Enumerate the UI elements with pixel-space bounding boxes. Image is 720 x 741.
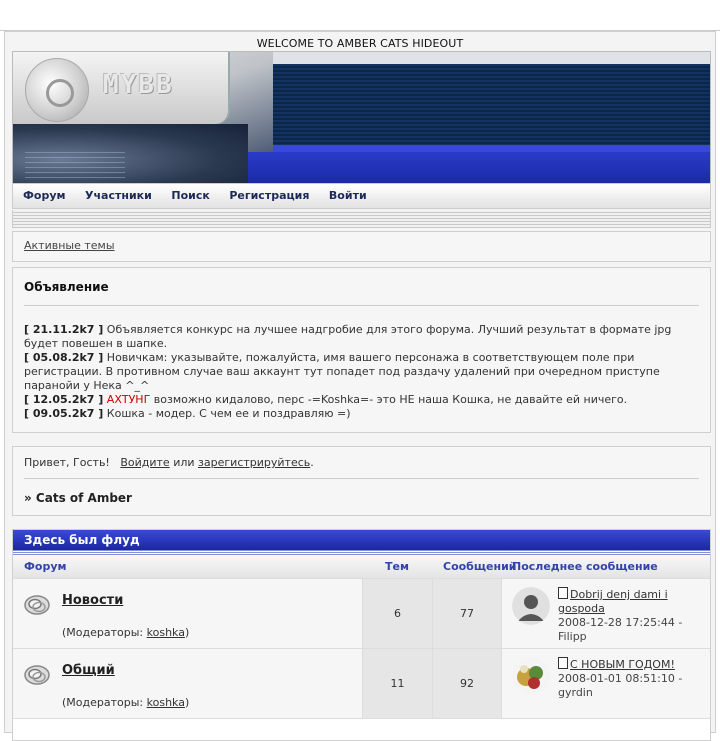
active-topics-box <box>12 231 711 262</box>
top-strip <box>0 0 720 31</box>
breadcrumb: » Cats of Amber <box>24 491 132 505</box>
forum-icon <box>24 664 50 686</box>
greeting-line <box>24 456 314 469</box>
last-post-link[interactable]: С НОВЫМ ГОДОМ! <box>570 658 675 671</box>
category-title: Здесь был флуд <box>24 533 140 547</box>
last-post-info <box>558 657 708 700</box>
header-banner <box>12 51 711 184</box>
moderator-link[interactable]: koshka <box>146 626 185 639</box>
greeting-or: или <box>173 456 195 469</box>
announcement-date: [ 21.11.2k7 ] <box>24 323 104 336</box>
announcement-item <box>24 393 694 407</box>
forum-board <box>12 529 711 741</box>
avatar <box>512 587 550 625</box>
posts-count: 92 <box>433 649 502 718</box>
announcement-title: Объявление <box>24 280 109 294</box>
posts-count: 77 <box>433 579 502 648</box>
avatar <box>512 657 550 695</box>
last-post-cell <box>502 649 710 718</box>
last-post-date: 2008-01-01 08:51:10 - gyrdin <box>558 672 683 699</box>
last-post-link[interactable]: Dobrij denj dami i gospoda <box>558 588 668 615</box>
banner-blue-line <box>273 145 710 152</box>
header-topics: Тем <box>385 560 409 573</box>
announcement-date: [ 05.08.2k7 ] <box>24 351 104 364</box>
greeting-period: . <box>310 456 314 469</box>
moderators-label: (Модераторы: <box>62 626 147 639</box>
announcement-body: Объявляется конкурс на лучшее надгробие для этого форума. Лучший результат в формате jpg будет повешен в шапке. <box>24 323 672 350</box>
post-icon <box>558 657 568 669</box>
nav-search[interactable]: Поиск <box>171 189 210 202</box>
topics-count: 6 <box>363 579 433 648</box>
announcement-divider <box>24 305 699 306</box>
announcement-box <box>12 267 711 433</box>
moderators-close: ) <box>184 626 190 639</box>
announcement-item <box>24 351 694 393</box>
moderator-link[interactable]: koshka <box>146 696 185 709</box>
announcement-item <box>24 323 694 351</box>
forum-name-link[interactable]: Новости <box>62 593 124 608</box>
nav-register[interactable]: Регистрация <box>229 189 310 202</box>
topics-count: 11 <box>363 649 433 718</box>
main-nav <box>12 183 711 209</box>
header-last-post: Последнее сообщение <box>512 560 658 573</box>
greeting-divider <box>24 478 699 479</box>
announcement-body: возможно кидалово, перс -=Koshka=- это НЕ наша Кошка, не давайте ей ничего. <box>150 393 628 406</box>
forum-name-link[interactable]: Общий <box>62 663 115 678</box>
register-link[interactable]: зарегистрируйтесь <box>198 456 311 469</box>
last-post-cell <box>502 579 710 648</box>
banner-tiny-text <box>25 152 125 178</box>
active-topics-link[interactable]: Активные темы <box>24 239 115 252</box>
announcement-date: [ 09.05.2k7 ] <box>24 407 104 420</box>
last-post-info <box>558 587 708 644</box>
forum-cell <box>13 579 363 648</box>
logo-text: MYBB <box>103 70 174 100</box>
forum-row <box>13 649 710 719</box>
banner-topline <box>273 52 710 64</box>
nav-members[interactable]: Участники <box>85 189 152 202</box>
welcome-title: WELCOME TO AMBER CATS HIDEOUT <box>256 37 464 50</box>
banner-stripes <box>273 64 710 150</box>
forum-icon <box>24 594 50 616</box>
forum-row <box>13 579 710 649</box>
announcement-body: Кошка - модер. С чем ее и поздравляю =) <box>103 407 351 420</box>
forum-moderators <box>62 626 189 639</box>
announcement-alert: АХТУНГ <box>103 393 151 406</box>
logo-icon <box>25 58 89 122</box>
table-header <box>13 555 710 579</box>
nav-forum[interactable]: Форум <box>23 189 66 202</box>
greeting-text: Привет, Гость! <box>24 456 110 469</box>
forum-moderators <box>62 696 189 709</box>
announcement-item <box>24 407 694 421</box>
last-post-date: 2008-12-28 17:25:44 - Filipp <box>558 616 683 643</box>
moderators-label: (Модераторы: <box>62 696 147 709</box>
banner-blue-band <box>243 152 710 183</box>
header-posts: Сообщений <box>443 560 517 573</box>
login-link[interactable]: Войдите <box>120 456 170 469</box>
announcement-body: Новичкам: указывайте, пожалуйста, имя вашего персонажа в соответствующем поле при регистрации. В противном случае ваш аккаунт тут попадет под раздачу удалений при очередном приступе паранойи у Нека ^_^ <box>24 351 660 392</box>
announcement-date: [ 12.05.2k7 ] <box>24 393 104 406</box>
page-frame <box>4 31 716 733</box>
forum-cell <box>13 649 363 718</box>
nav-divider <box>12 210 711 228</box>
post-icon <box>558 587 568 599</box>
category-bar <box>13 530 710 550</box>
moderators-close: ) <box>184 696 190 709</box>
greeting-box <box>12 446 711 516</box>
nav-login[interactable]: Войти <box>328 189 367 202</box>
header-forum: Форум <box>24 560 67 573</box>
announcement-text <box>24 323 694 421</box>
